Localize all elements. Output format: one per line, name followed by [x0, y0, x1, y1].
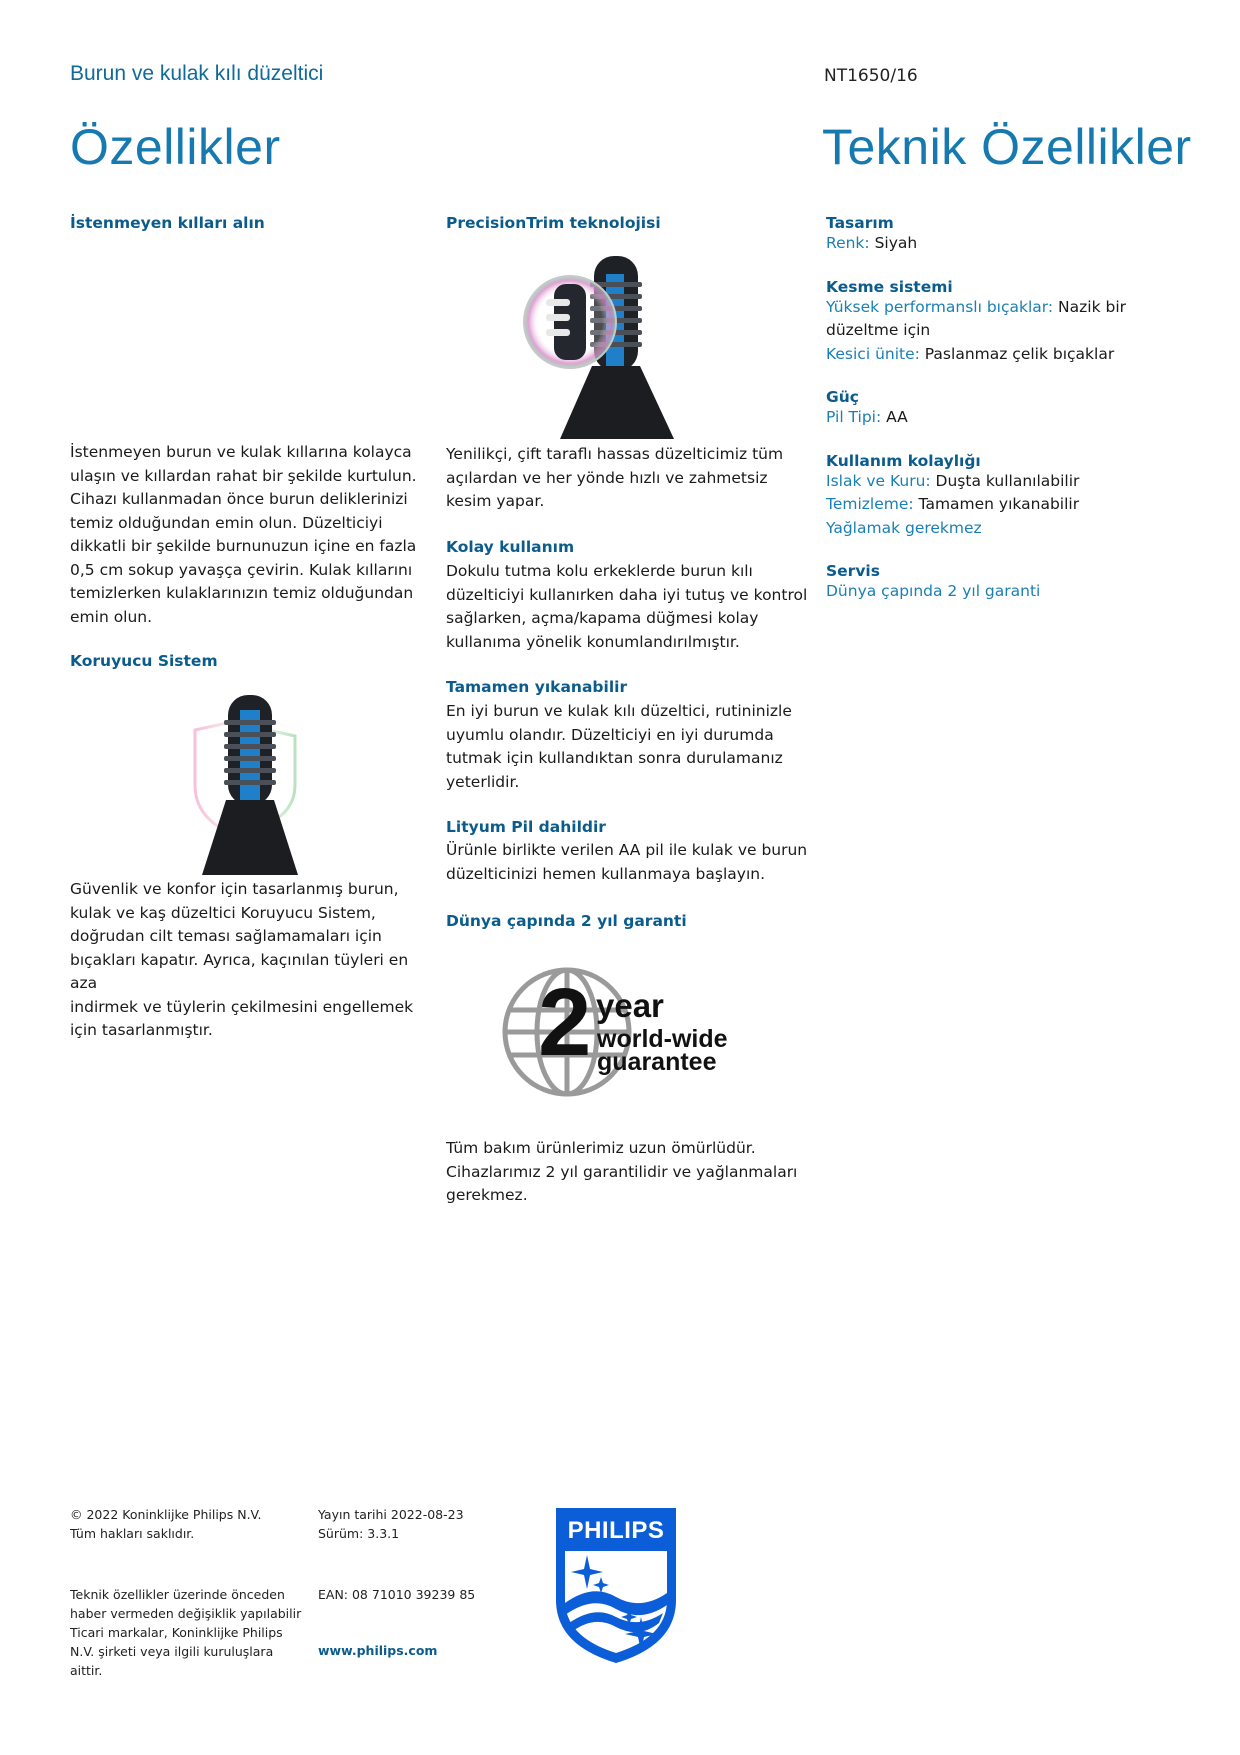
specs-title: Teknik Özellikler: [822, 119, 1192, 175]
footer-ean: EAN: 08 71010 39239 85: [318, 1587, 476, 1602]
spec-no-oil: Yağlamak gerekmez: [826, 518, 982, 537]
feature-heading-washable: Tamamen yıkanabilir: [446, 678, 628, 696]
spec-color: Renk: Siyah: [826, 234, 918, 252]
feature-heading-battery: Lityum Pil dahildir: [446, 818, 606, 836]
feature-text-battery: Ürünle birlikte verilen AA pil ile kulak ve burun düzelticinizi hemen kullanmaya başlayın.: [446, 841, 808, 883]
philips-logo-text: PHILIPS: [567, 1517, 665, 1544]
guarantee-word: guarantee: [597, 1048, 717, 1076]
feature-heading-precisiontrim: PrecisionTrim teknolojisi: [446, 214, 661, 232]
footer-notice: Teknik özellikler üzerinde önceden haber vermeden değişiklik yapılabilir Ticari markalar, Koninklijke Philips N.V. şirketi veya ilgili kuruluşlara aittir.: [70, 1587, 302, 1678]
features-title: Özellikler: [70, 119, 281, 175]
product-title: Burun ve kulak kılı düzeltici: [70, 62, 324, 85]
feature-heading-easy-use: Kolay kullanım: [446, 538, 575, 556]
guarantee-emblem: [500, 965, 760, 1100]
spec-heading-cutting: Kesme sistemi: [826, 277, 953, 296]
feature-heading-protective-system: Koruyucu Sistem: [70, 652, 218, 670]
feature-text-precisiontrim: Yenilikçi, çift taraflı hassas düzelticimiz tüm açılardan ve her yönde hızlı ve zahmetsiz kesim yapar.: [446, 445, 784, 510]
spec-blades: Yüksek performanslı bıçaklar: Nazik bir düzeltme için: [826, 297, 1126, 339]
feature-text-guarantee: Tüm bakım ürünlerimiz uzun ömürlüdür. Cihazlarımız 2 yıl garantilidir ve yağlanmaları gerekmez.: [446, 1139, 798, 1204]
feature-heading-guarantee: Dünya çapında 2 yıl garanti: [446, 912, 687, 930]
spec-heading-power: Güç: [826, 388, 859, 406]
spec-heading-service: Servis: [826, 562, 880, 580]
spec-heading-ease-of-use: Kullanım kolaylığı: [826, 451, 981, 470]
footer-publish-info: Yayın tarihi 2022-08-23 Sürüm: 3.3.1: [318, 1507, 464, 1541]
spec-cleaning: Temizleme: Tamamen yıkanabilir: [826, 495, 1080, 513]
feature-text-easy-use: Dokulu tutma kolu erkeklerde burun kılı düzelticiyi kullanırken daha iyi tutuş ve kontrol sağlarken, açma/kapama düğmesi kolay kullanıma yönelik konumlandırılmıştır.: [446, 562, 808, 651]
feature-text-remove-hair: İstenmeyen burun ve kulak kıllarına kolayca ulaşın ve kıllardan rahat bir şekilde kurtulun. Cihazı kullanmadan önce burun deliklerinizi temiz olduğundan emin olun. Düzelticiyi dikkatli bir şekilde burnunuzun içine en fazla 0,5 cm sokup yavaşça çevirin. Kulak kıllarını temizlerken kulaklarınızın temiz olduğundan emin olun.: [70, 443, 417, 626]
spec-heading-design: Tasarım: [826, 214, 894, 232]
precisiontrim-image: [520, 254, 680, 439]
model-number: NT1650/16: [824, 66, 918, 86]
feature-text-washable: En iyi burun ve kulak kılı düzeltici, rutininizle uyumlu olandır. Düzelticiyi en iyi durumda tutmak için kullandıktan sonra durulamanız yeterlidir.: [446, 702, 792, 791]
spec-wet-dry: Islak ve Kuru: Duşta kullanılabilir: [826, 471, 1080, 490]
feature-heading-remove-hair: İstenmeyen kılları alın: [70, 214, 265, 232]
spec-battery-type: Pil Tipi: AA: [826, 408, 908, 426]
feature-text-protective-system: Güvenlik ve konfor için tasarlanmış burun, kulak ve kaş düzeltici Koruyucu Sistem, doğrudan cilt teması sağlamamaları için bıçakları kapatır. Ayrıca, kaçınılan tüyleri en aza indirmek ve tüylerin çekilmesini engellemek için tasarlanmıştır.: [70, 880, 414, 1039]
specs-list: [826, 214, 1156, 604]
spec-guarantee: Dünya çapında 2 yıl garanti: [826, 582, 1041, 600]
guarantee-number: 2: [538, 969, 592, 1076]
spec-cutting-unit: Kesici ünite: Paslanmaz çelik bıçaklar: [826, 344, 1115, 363]
footer-copyright: © 2022 Koninklijke Philips N.V. Tüm hakları saklıdır.: [70, 1507, 262, 1541]
footer-website-link[interactable]: www.philips.com: [318, 1643, 438, 1658]
guarantee-worldwide: world-wide: [597, 1025, 728, 1053]
philips-logo: [553, 1505, 679, 1665]
protective-trimmer-image: [180, 690, 320, 875]
guarantee-year: year: [596, 987, 664, 1024]
